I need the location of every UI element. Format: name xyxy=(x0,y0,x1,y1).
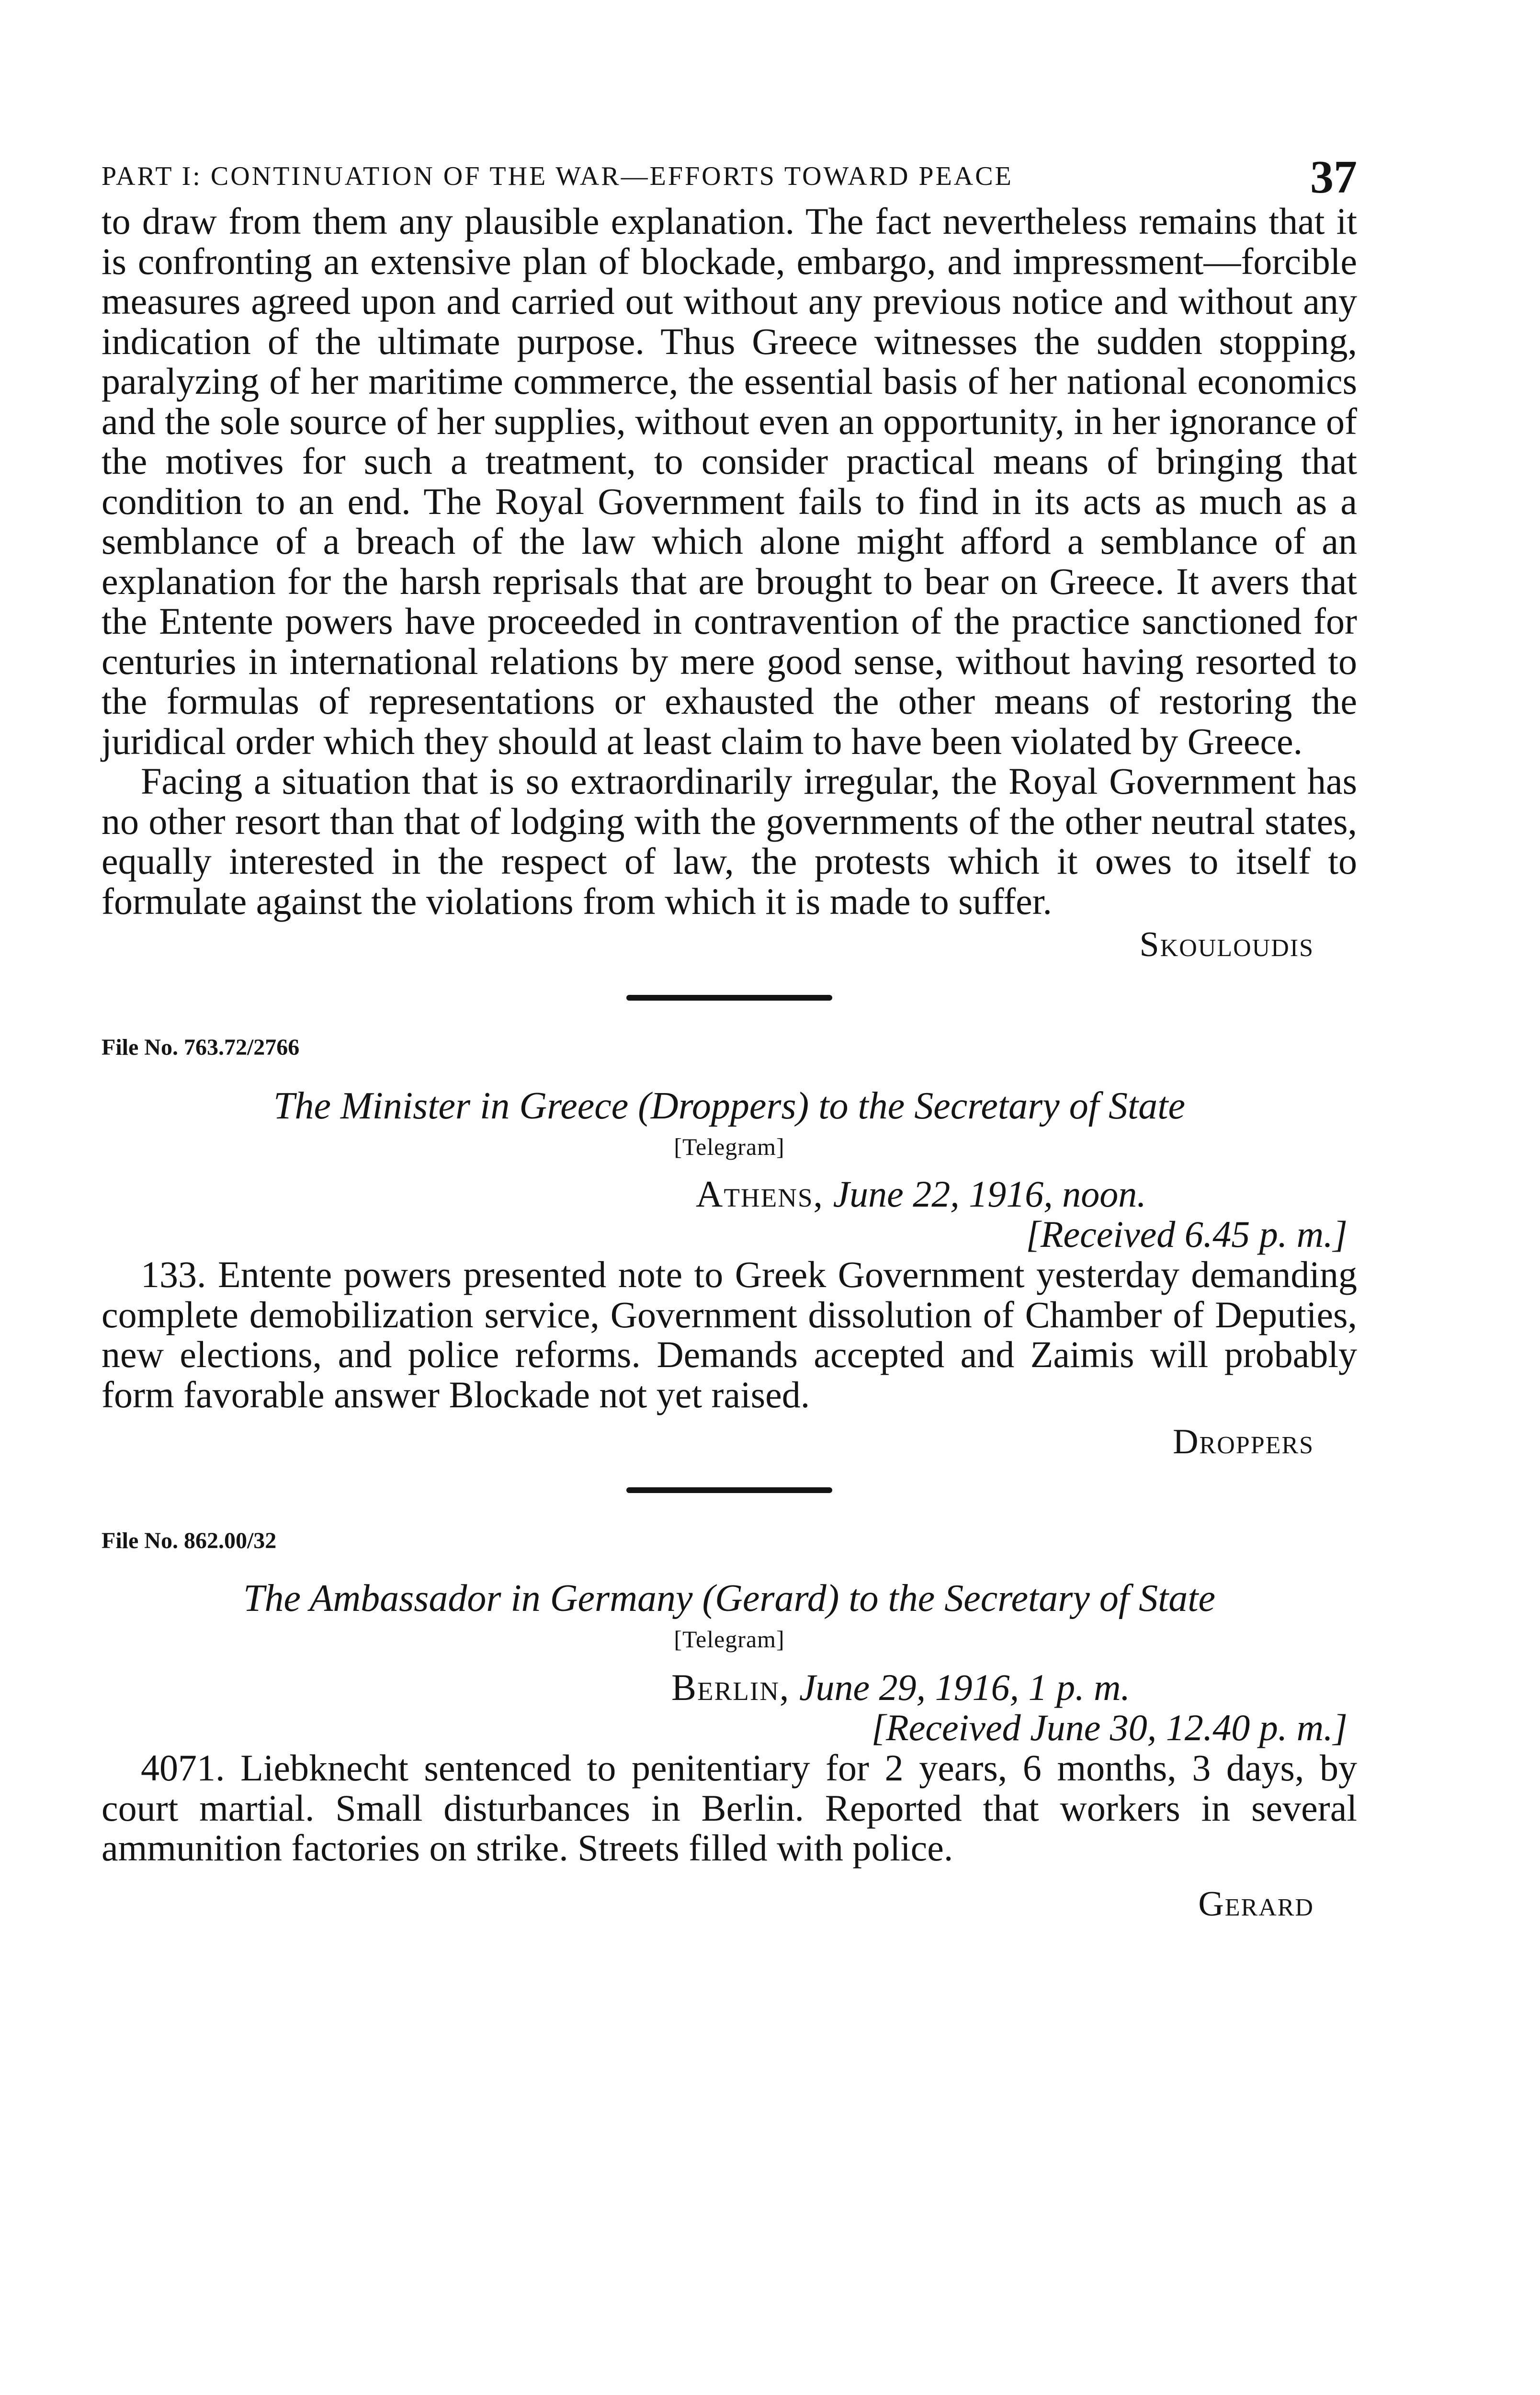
dateline-date: June 22, 1916, noon. xyxy=(833,1173,1146,1215)
section-divider xyxy=(626,995,832,1001)
telegram-body xyxy=(102,1255,1357,1414)
dateline-place: Athens, xyxy=(696,1173,824,1215)
received-note: [Received June 30, 12.40 p. m.] xyxy=(871,1707,1348,1748)
dateline xyxy=(102,1667,1357,1708)
telegram-body-text: 133. Entente powers presented note to Greek Government yesterday demanding complete demobilization service, Government dissolution of Chamber of Deputies, new elections, and police reforms. Demands accepted and Zaimis will probably form favorable answer Blockade not yet raised. xyxy=(102,1254,1357,1415)
signature-skouloudis: Skouloudis xyxy=(1139,925,1314,964)
running-head-title: PART I: CONTINUATION OF THE WAR—EFFORTS TOWARD PEACE xyxy=(102,161,1013,191)
dateline xyxy=(102,1174,1357,1214)
dateline-place: Berlin, xyxy=(671,1666,790,1708)
file-number: File No. 862.00/32 xyxy=(102,1528,277,1553)
section-divider xyxy=(626,1487,832,1493)
telegram-body xyxy=(102,1748,1357,1868)
document-page xyxy=(102,144,1357,1926)
dateline-date: June 29, 1916, 1 p. m. xyxy=(799,1666,1131,1708)
document-title: The Ambassador in Germany (Gerard) to the Secretary of State xyxy=(243,1577,1216,1619)
continuation-paragraph-1: to draw from them any plausible explanation. The fact nevertheless remains that it is confronting an extensive plan of blockade, embargo, and impressment—forcible measures agreed upon and carried out without any previous notice and without any indication of the ultimate purpose. Thus Greece witnesses the sudden stopping, paralyzing of her maritime commerce, the essential basis of her national economics and the sole source of her supplies, without even an opportunity, in her ignorance of the motives for such a treatment, to consider practical means of bringing that condition to an end. The Royal Government fails to find in its acts as much as a semblance of a breach of the law which alone might afford a semblance of an explanation for the harsh reprisals that are brought to bear on Greece. It avers that the Entente powers have proceeded in contravention of the practice sanctioned for centuries in international relations by mere good sense, without having resorted to the formulas of representations or exhausted the other means of restoring the juridical order which they should at least claim to have been violated by Greece. xyxy=(102,200,1357,762)
received-note: [Received 6.45 p. m.] xyxy=(1026,1213,1348,1255)
running-head xyxy=(102,144,1357,201)
page-number: 37 xyxy=(1310,151,1357,203)
document-type: [Telegram] xyxy=(674,1133,785,1160)
document-type: [Telegram] xyxy=(674,1626,785,1653)
telegram-body-text: 4071. Liebknecht sentenced to penitentiary for 2 years, 6 months, 3 days, by court martial. Small disturbances in Berlin. Reported that workers in several ammunition factories on strike. Streets filled with police. xyxy=(102,1747,1357,1869)
signature-gerard: Gerard xyxy=(1198,1884,1314,1924)
document-title: The Minister in Greece (Droppers) to the Secretary of State xyxy=(273,1085,1185,1127)
continuation-paragraph-2 xyxy=(102,761,1357,921)
file-number: File No. 763.72/2766 xyxy=(102,1035,300,1060)
continuation-paragraph-2-text: Facing a situation that is so extraordinarily irregular, the Royal Government has no other resort than that of lodging with the governments of the other neutral states, equally interested in the respect of law, the protests which it owes to itself to formulate against the violations from which it is made to suffer. xyxy=(102,760,1357,922)
signature-droppers: Droppers xyxy=(1173,1422,1314,1461)
